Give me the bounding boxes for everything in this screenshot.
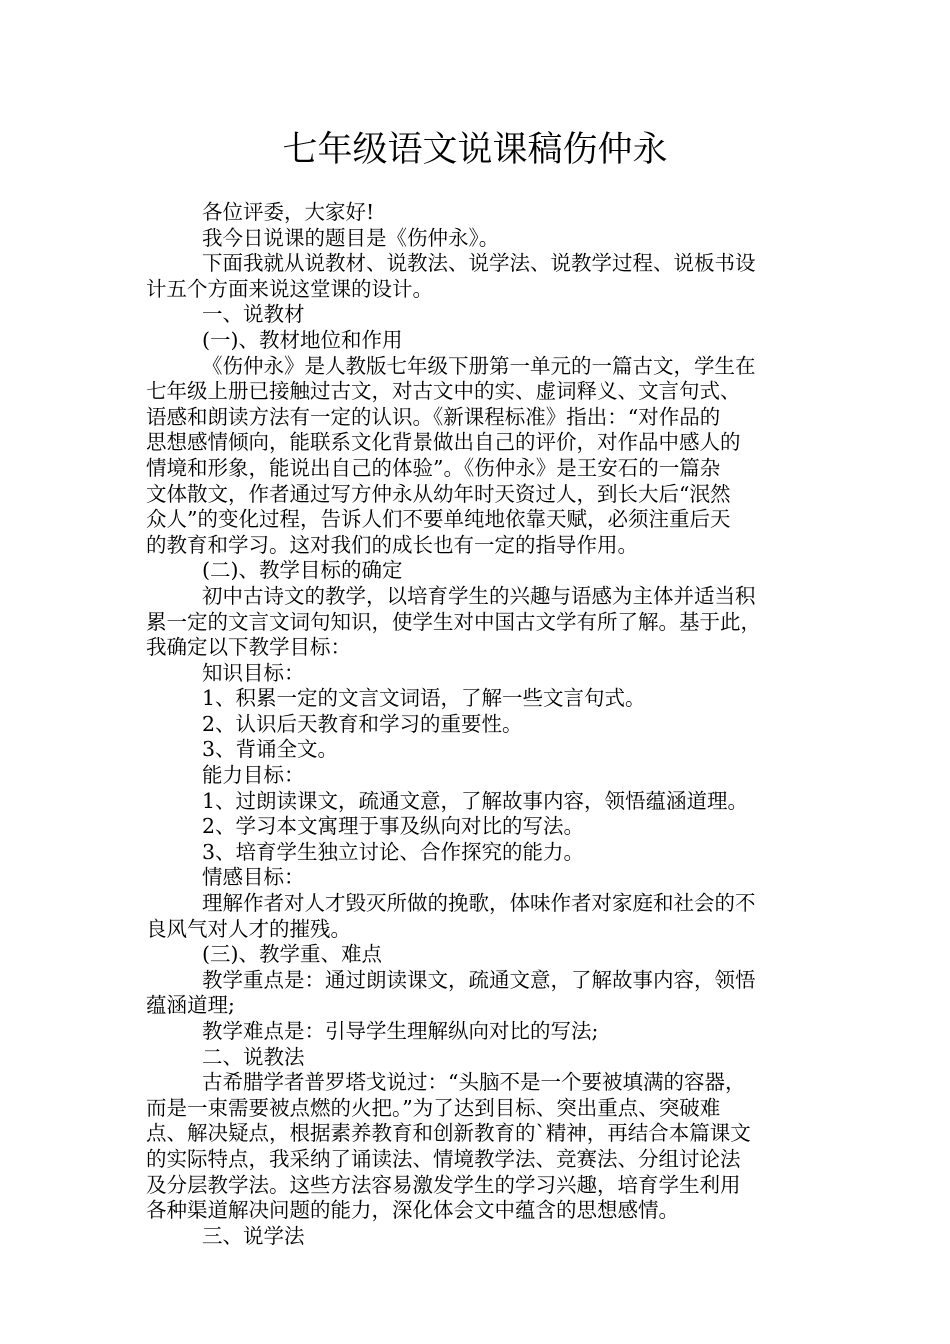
list-item: 3、背诵全文。 (202, 737, 339, 762)
text-line: 初中古诗文的教学，以培育学生的兴趣与语感为主体并适当积 (202, 583, 756, 608)
text-line: 我确定以下教学目标： (146, 635, 351, 660)
text-line: 众人”的变化过程，告诉人们不要单纯地依靠天赋，必须注重后天 (146, 507, 731, 532)
document-body (146, 200, 806, 1249)
text-line: 良风气对人才的摧残。 (146, 916, 351, 941)
text-line: 的教育和学习。这对我们的成长也有一定的指导作用。 (146, 532, 638, 557)
text-line: 各位评委，大家好! (202, 200, 375, 224)
text-line: 文体散文，作者通过写方仲永从幼年时天资过人，到长大后“泯然 (146, 481, 731, 506)
text-line: 的实际特点，我采纳了诵读法、情境教学法、竞赛法、分组讨论法 (146, 1146, 741, 1171)
text-line: 我今日说课的题目是《伤仲永》。 (202, 225, 500, 250)
text-line: 教学难点是：引导学生理解纵向对比的写法; (202, 1019, 599, 1043)
list-item: 1、过朗读课文，疏通文意，了解故事内容，领悟蕴涵道理。 (202, 788, 749, 813)
list-item: 2、认识后天教育和学习的重要性。 (202, 711, 523, 736)
section-heading: 一、说教材 (202, 302, 305, 327)
text-line: 七年级上册已接触过古文，对古文中的实、虚词释义、文言句式、 (146, 379, 741, 404)
text-line: 语感和朗读方法有一定的认识。《新课程标准》指出：“对作品的 (146, 404, 721, 429)
text-line: 及分层教学法。这些方法容易激发学生的学习兴趣，培育学生利用 (146, 1172, 741, 1197)
section-heading: 三、说学法 (202, 1223, 305, 1248)
text-line: 而是一束需要被点燃的火把。”为了达到目标、突出重点、突破难 (146, 1095, 721, 1120)
text-line: 思想感情倾向，能联系文化背景做出自己的评价，对作品中感人的 (146, 430, 741, 455)
text-line: 《伤仲永》是人教版七年级下册第一单元的一篇古文，学生在 (202, 353, 756, 378)
text-line: 能力目标： (202, 763, 305, 788)
text-line: 各种渠道解决问题的能力，深化体会文中蕴含的思想感情。 (146, 1198, 679, 1223)
text-line: 古希腊学者普罗塔戈说过：“头脑不是一个要被填满的容器， (202, 1070, 746, 1095)
text-line: 情境和形象，能说出自己的体验”。《伤仲永》是王安石的一篇杂 (146, 455, 721, 480)
document-title: 七年级语文说课稿伤仲永 (282, 130, 668, 170)
text-line: 知识目标： (202, 660, 305, 685)
text-line: 点、解决疑点，根据素养教育和创新教育的`精神，再结合本篇课文 (146, 1121, 751, 1146)
subsection-heading: (二)、教学目标的确定 (202, 558, 403, 583)
list-item: 1、积累一定的文言文词语，了解一些文言句式。 (202, 686, 646, 711)
text-line: 下面我就从说教材、说教法、说学法、说教学过程、说板书设 (202, 251, 756, 276)
text-line: 教学重点是：通过朗读课文，疏通文意，了解故事内容，领悟 (202, 967, 756, 992)
list-item: 2、学习本文寓理于事及纵向对比的写法。 (202, 814, 585, 839)
text-line: 情感目标： (202, 865, 305, 890)
text-line: 蕴涵道理; (146, 993, 235, 1018)
section-heading: 二、说教法 (202, 1044, 305, 1069)
subsection-heading: (一)、教材地位和作用 (202, 327, 403, 352)
text-line: 累一定的文言文词句知识，使学生对中国古文学有所了解。基于此， (146, 609, 761, 634)
text-line: 理解作者对人才毁灭所做的挽歌，体味作者对家庭和社会的不 (202, 891, 756, 916)
list-item: 3、培育学生独立讨论、合作探究的能力。 (202, 839, 585, 864)
subsection-heading: (三)、教学重、难点 (202, 942, 382, 967)
text-line: 计五个方面来说这堂课的设计。 (146, 276, 433, 301)
